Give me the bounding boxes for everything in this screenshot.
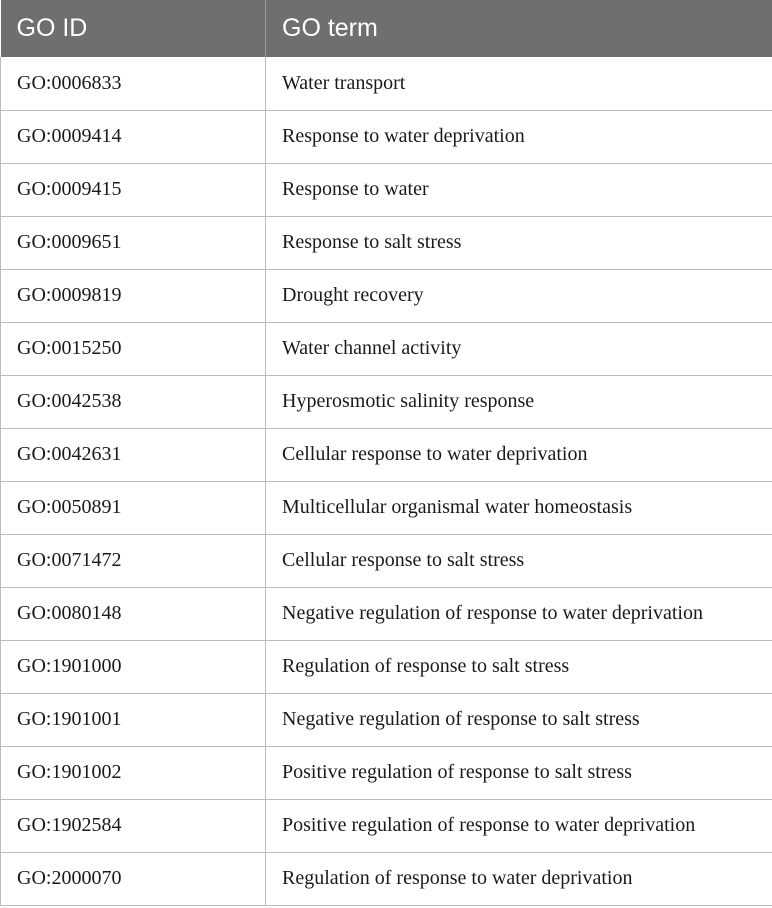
- go-id-cell: GO:0009414: [1, 110, 266, 163]
- go-id-cell: GO:1901000: [1, 640, 266, 693]
- go-id-cell: GO:0080148: [1, 587, 266, 640]
- go-term-cell: Hyperosmotic salinity response: [266, 375, 772, 428]
- go-id-cell: GO:0050891: [1, 481, 266, 534]
- go-term-cell: Negative regulation of response to salt stress: [266, 693, 772, 746]
- table-row: [1, 640, 772, 693]
- header-row: [1, 0, 772, 57]
- header-go-id: GO ID: [1, 0, 266, 57]
- go-id-cell: GO:1902584: [1, 799, 266, 852]
- go-term-cell: Positive regulation of response to salt stress: [266, 746, 772, 799]
- go-id-cell: GO:1901001: [1, 693, 266, 746]
- go-id-cell: GO:0042631: [1, 428, 266, 481]
- table-row: [1, 110, 772, 163]
- table-row: [1, 322, 772, 375]
- go-id-cell: GO:2000070: [1, 852, 266, 905]
- table-body: [1, 57, 772, 905]
- go-term-cell: Negative regulation of response to water deprivation: [266, 587, 772, 640]
- go-term-cell: Response to water: [266, 163, 772, 216]
- go-term-cell: Water transport: [266, 57, 772, 110]
- go-id-cell: GO:0009651: [1, 216, 266, 269]
- table-row: [1, 375, 772, 428]
- table-row: [1, 216, 772, 269]
- go-id-cell: GO:0009819: [1, 269, 266, 322]
- go-id-cell: GO:0042538: [1, 375, 266, 428]
- table-row: [1, 852, 772, 905]
- table-row: [1, 428, 772, 481]
- table-row: [1, 693, 772, 746]
- table-row: [1, 57, 772, 110]
- go-term-cell: Regulation of response to salt stress: [266, 640, 772, 693]
- go-term-cell: Water channel activity: [266, 322, 772, 375]
- go-term-cell: Drought recovery: [266, 269, 772, 322]
- go-id-cell: GO:0009415: [1, 163, 266, 216]
- go-id-cell: GO:0071472: [1, 534, 266, 587]
- go-term-cell: Regulation of response to water deprivation: [266, 852, 772, 905]
- go-id-cell: GO:1901002: [1, 746, 266, 799]
- table-row: [1, 534, 772, 587]
- go-term-cell: Response to water deprivation: [266, 110, 772, 163]
- header-go-term: GO term: [282, 14, 378, 42]
- table-header: [1, 0, 772, 57]
- go-id-cell: GO:0006833: [1, 57, 266, 110]
- go-term-cell: Cellular response to water deprivation: [266, 428, 772, 481]
- go-term-cell: Multicellular organismal water homeostasis: [266, 481, 772, 534]
- table-row: [1, 746, 772, 799]
- table-row: [1, 481, 772, 534]
- table-row: [1, 587, 772, 640]
- go-id-cell: GO:0015250: [1, 322, 266, 375]
- table-row: [1, 269, 772, 322]
- table-row: [1, 163, 772, 216]
- go-term-cell: Response to salt stress: [266, 216, 772, 269]
- table-row: [1, 799, 772, 852]
- go-term-cell: Positive regulation of response to water deprivation: [266, 799, 772, 852]
- go-term-cell: Cellular response to salt stress: [266, 534, 772, 587]
